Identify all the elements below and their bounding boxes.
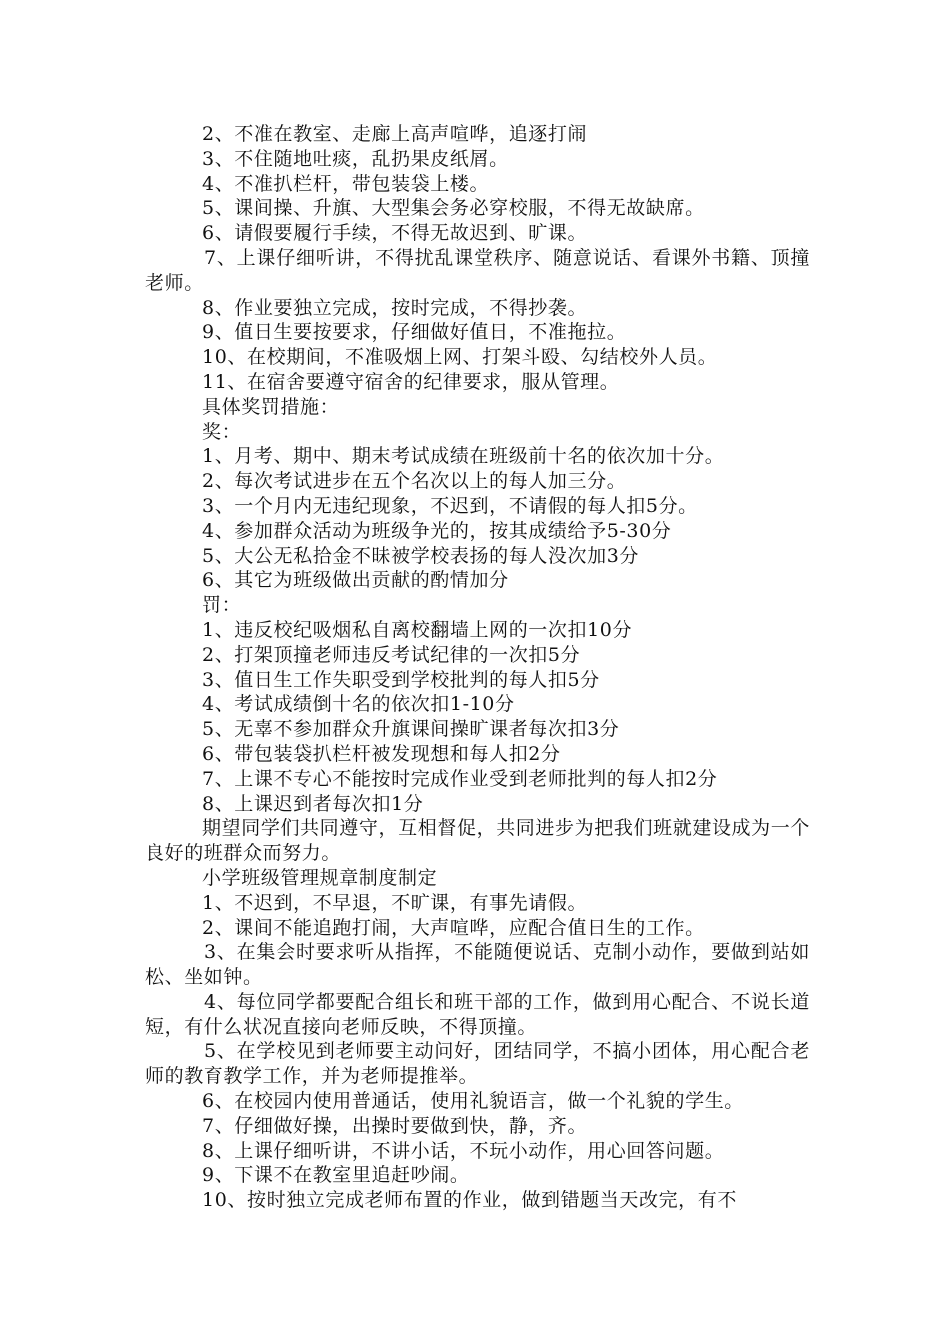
rule-item: 3、不住随地吐痰，乱扔果皮纸屑。 — [202, 147, 509, 170]
rule-item: 9、下课不在教室里追赶吵闹。 — [202, 1164, 470, 1187]
reward-item: 5、大公无私拾金不昧被学校表扬的每人没次加3分 — [202, 544, 639, 567]
rule-item: 2、不准在教室、走廊上高声喧哗，追逐打闹 — [202, 123, 588, 145]
penalty-item: 5、无辜不参加群众升旗课间操旷课者每次扣3分 — [202, 718, 620, 741]
rule-item: 10、在校期间，不准吸烟上网、打架斗殴、勾结校外人员。 — [202, 346, 718, 369]
rule-item: 5、在学校见到老师要主动问好，团结同学，不搞小团体，用心配合老师的教育教学工作，并为老师提推举。 — [145, 1040, 810, 1088]
rule-item: 8、上课仔细听讲，不讲小话，不玩小动作，用心回答问题。 — [202, 1139, 725, 1162]
rule-item: 8、作业要独立完成，按时完成，不得抄袭。 — [202, 296, 588, 319]
rule-item: 3、在集会时要求听从指挥，不能随便说话、克制小动作，要做到站如松、坐如钟。 — [145, 941, 810, 989]
penalty-item: 8、上课迟到者每次扣1分 — [202, 792, 424, 815]
rule-item: 4、每位同学都要配合组长和班干部的工作，做到用心配合、不说长道短，有什么状况直接向老师反映，不得顶撞。 — [145, 990, 810, 1038]
rule-item: 10、按时独立完成老师布置的作业，做到错题当天改完，有不 — [202, 1189, 737, 1212]
penalty-item: 4、考试成绩倒十名的依次扣1-10分 — [202, 693, 515, 716]
rule-item: 6、请假要履行手续，不得无故迟到、旷课。 — [202, 222, 588, 245]
rule-item: 9、值日生要按要求，仔细做好值日，不准拖拉。 — [202, 321, 627, 344]
reward-item: 4、参加群众活动为班级争光的，按其成绩给予5-30分 — [202, 519, 672, 542]
reward-item: 1、月考、期中、期末考试成绩在班级前十名的依次加十分。 — [202, 445, 725, 468]
reward-item: 2、每次考试进步在五个名次以上的每人加三分。 — [202, 470, 627, 493]
document-body — [145, 122, 810, 1213]
reward-item: 3、一个月内无违纪现象，不迟到，不请假的每人扣5分。 — [202, 494, 698, 517]
rule-item: 5、课间操、升旗、大型集会务必穿校服，不得无故缺席。 — [202, 197, 705, 220]
rule-item: 4、不准扒栏杆，带包装袋上楼。 — [202, 172, 490, 195]
penalty-item: 1、违反校纪吸烟私自离校翻墙上网的一次扣10分 — [202, 618, 633, 641]
section-heading: 具体奖罚措施： — [202, 395, 340, 418]
rule-item: 7、仔细做好操，出操时要做到快，静，齐。 — [202, 1114, 588, 1137]
rule-item: 7、上课仔细听讲，不得扰乱课堂秩序、随意说话、看课外书籍、顶撞老师。 — [145, 246, 810, 294]
closing-paragraph: 期望同学们共同遵守，互相督促，共同进步为把我们班就建设成为一个良好的班群众而努力。 — [145, 817, 810, 865]
reward-heading: 奖： — [202, 420, 242, 443]
rule-item: 2、课间不能追跑打闹，大声喧哗，应配合值日生的工作。 — [202, 916, 705, 939]
rule-item: 1、不迟到，不早退，不旷课，有事先请假。 — [202, 891, 588, 914]
rule-item: 11、在宿舍要遵守宿舍的纪律要求，服从管理。 — [202, 370, 620, 393]
reward-item: 6、其它为班级做出贡献的酌情加分 — [202, 569, 509, 592]
penalty-item: 7、上课不专心不能按时完成作业受到老师批判的每人扣2分 — [202, 767, 718, 790]
penalty-item: 6、带包装袋扒栏杆被发现想和每人扣2分 — [202, 742, 561, 765]
penalty-item: 2、打架顶撞老师违反考试纪律的一次扣5分 — [202, 643, 581, 666]
penalty-item: 3、值日生工作失职受到学校批判的每人扣5分 — [202, 668, 600, 691]
penalty-heading: 罚： — [202, 594, 242, 617]
section-title: 小学班级管理规章制度制定 — [202, 866, 438, 889]
rule-item: 6、在校园内使用普通话，使用礼貌语言，做一个礼貌的学生。 — [202, 1090, 744, 1113]
